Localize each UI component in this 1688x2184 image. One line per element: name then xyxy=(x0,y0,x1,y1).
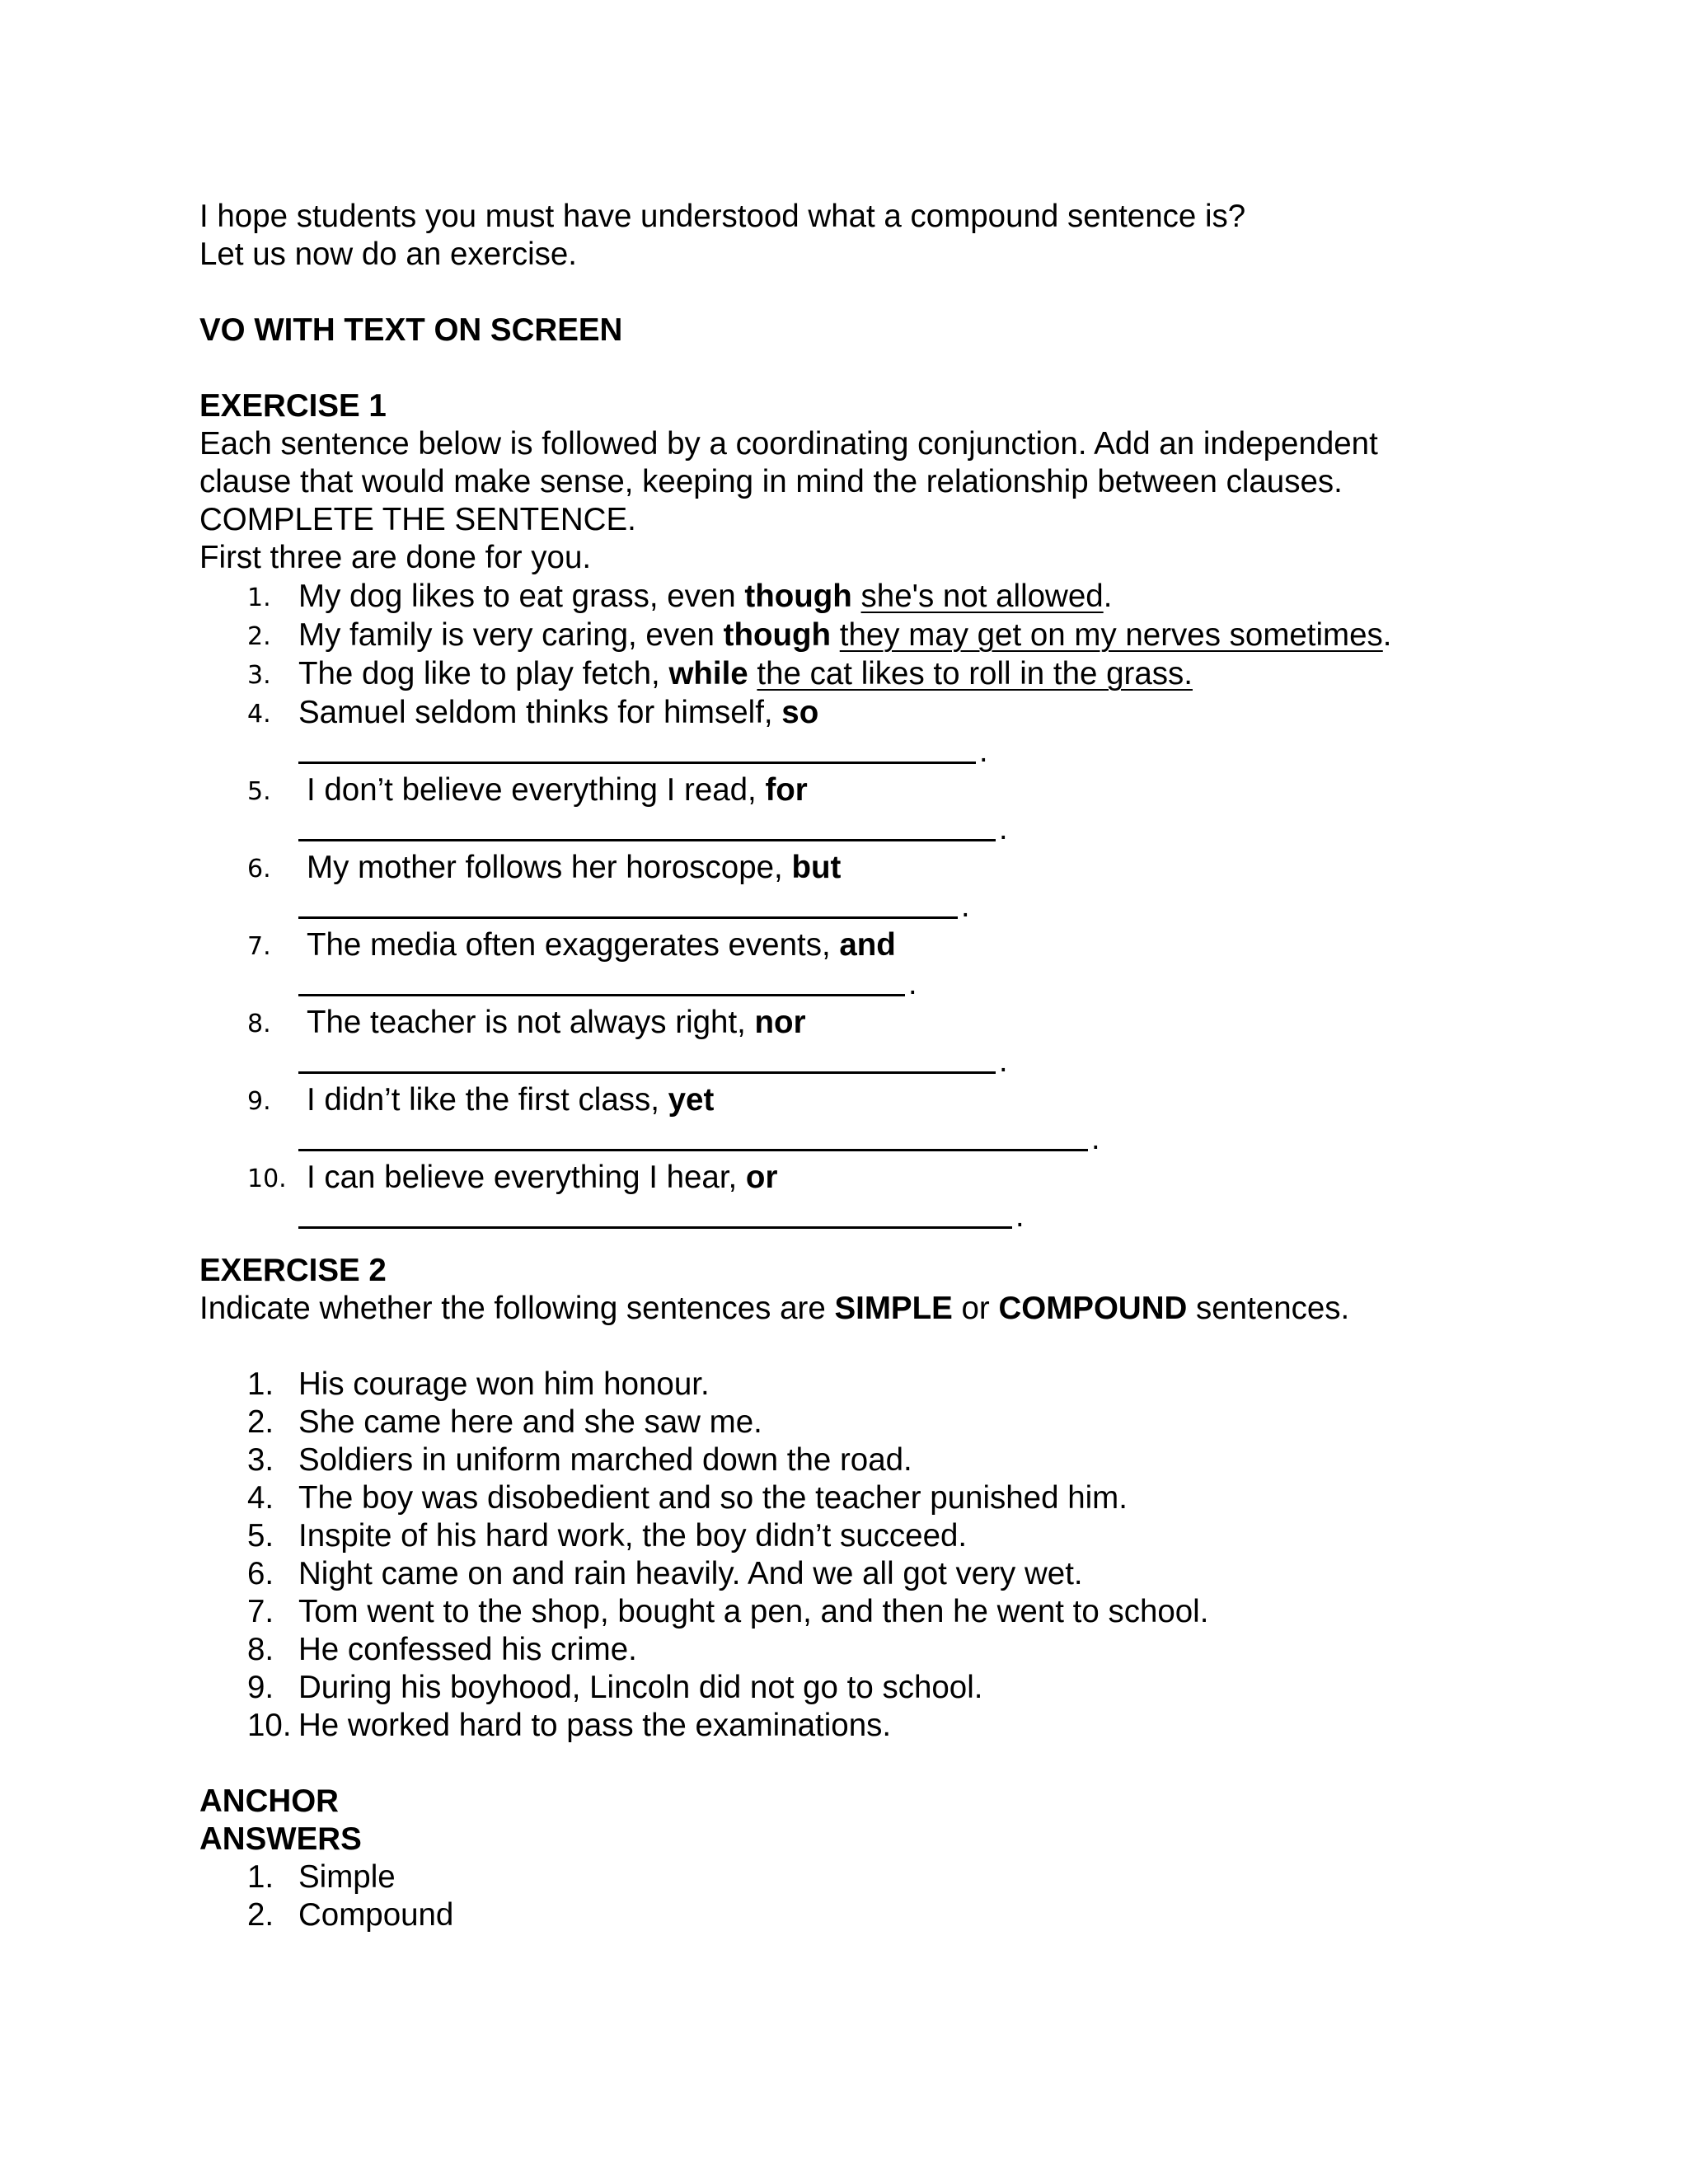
list-item: 5. Inspite of his hard work, the boy didn’t succeed. xyxy=(247,1518,968,1554)
sample-answer: they may get on my nerves sometimes xyxy=(839,617,1383,653)
exercise-1-instruction-4: First three are done for you. xyxy=(199,540,592,575)
conjunction: nor xyxy=(754,1005,806,1040)
exercise-2-heading: EXERCISE 2 xyxy=(199,1253,387,1288)
sample-answer: she's not allowed xyxy=(860,579,1104,614)
list-item: 5. I don’t believe everything I read, for . xyxy=(199,771,1485,848)
answers-heading: ANSWERS xyxy=(199,1821,362,1857)
document-body xyxy=(199,198,1485,1934)
list-item: 2. Compound xyxy=(247,1897,454,1933)
list-item: 3. The dog like to play fetch, while the cat likes to roll in the grass. xyxy=(199,654,1485,693)
list-item: 1. His courage won him honour. xyxy=(247,1366,710,1402)
exercise-1-instruction-2: clause that would make sense, keeping in mind the relationship between clauses. xyxy=(199,464,1343,499)
item-number: 2. xyxy=(247,622,271,651)
conjunction: though xyxy=(723,617,832,653)
item-number: 7. xyxy=(247,932,271,961)
answers-list xyxy=(199,1858,1485,1934)
list-item: 2. My family is very caring, even though they may get on my nerves sometimes. xyxy=(199,616,1485,654)
conjunction: or xyxy=(745,1160,778,1195)
intro-line-2: Let us now do an exercise. xyxy=(199,237,577,272)
answer-blank[interactable]: . xyxy=(298,964,1485,1003)
item-number: 10. xyxy=(247,1165,287,1193)
list-item: 2. She came here and she saw me. xyxy=(247,1404,762,1440)
answer-blank[interactable]: . xyxy=(298,809,1485,848)
list-item: 4. Samuel seldom thinks for himself, so . xyxy=(199,693,1485,771)
list-item: 1. My dog likes to eat grass, even though she's not allowed. xyxy=(199,577,1485,616)
exercise-1-heading: EXERCISE 1 xyxy=(199,388,387,424)
list-item: 9. During his boyhood, Lincoln did not go to school. xyxy=(247,1670,983,1705)
item-number: 5. xyxy=(247,777,271,806)
answer-blank[interactable]: . xyxy=(298,1042,1485,1080)
answer-blank[interactable]: . xyxy=(298,887,1485,926)
answer-blank[interactable]: . xyxy=(298,1119,1485,1158)
answer-blank[interactable]: . xyxy=(298,1197,1485,1235)
exercise-2-instruction: Indicate whether the following sentences are SIMPLE or COMPOUND sentences. xyxy=(199,1291,1350,1326)
conjunction: while xyxy=(668,656,748,691)
list-item: 10. He worked hard to pass the examinations. xyxy=(247,1708,892,1743)
list-item: 7. Tom went to the shop, bought a pen, and then he went to school. xyxy=(247,1594,1209,1629)
list-item: 10. I can believe everything I hear, or . xyxy=(199,1158,1485,1235)
item-number: 3. xyxy=(247,661,271,690)
intro-line-1: I hope students you must have understood what a compound sentence is? xyxy=(199,199,1246,234)
list-item: 1. Simple xyxy=(247,1859,396,1895)
list-item: 8. The teacher is not always right, nor . xyxy=(199,1003,1485,1080)
item-number: 4. xyxy=(247,700,271,729)
exercise-2-list xyxy=(199,1366,1485,1745)
exercise-1-instruction-3: COMPLETE THE SENTENCE. xyxy=(199,502,636,537)
anchor-heading: ANCHOR xyxy=(199,1783,339,1819)
conjunction: and xyxy=(839,927,896,963)
item-number: 8. xyxy=(247,1010,271,1038)
exercise-1-instruction-1: Each sentence below is followed by a coordinating conjunction. Add an independent xyxy=(199,426,1378,462)
item-number: 9. xyxy=(247,1087,271,1116)
conjunction: so xyxy=(781,695,819,730)
sample-answer: the cat likes to roll in the grass. xyxy=(757,656,1193,691)
list-item: 6. My mother follows her horoscope, but . xyxy=(199,848,1485,926)
conjunction: for xyxy=(765,772,808,808)
list-item: 6. Night came on and rain heavily. And we all got very wet. xyxy=(247,1556,1083,1591)
item-number: 1. xyxy=(247,583,271,612)
list-item: 9. I didn’t like the first class, yet . xyxy=(199,1080,1485,1158)
exercise-1-list xyxy=(199,577,1485,1235)
conjunction: yet xyxy=(668,1082,715,1118)
list-item: 3. Soldiers in uniform marched down the road. xyxy=(247,1442,912,1478)
list-item: 8. He confessed his crime. xyxy=(247,1632,637,1667)
answer-blank[interactable]: . xyxy=(298,732,1485,771)
conjunction: though xyxy=(744,579,852,614)
item-number: 6. xyxy=(247,855,271,883)
list-item: 4. The boy was disobedient and so the teacher punished him. xyxy=(247,1480,1128,1516)
list-item: 7. The media often exaggerates events, and . xyxy=(199,926,1485,1003)
conjunction: but xyxy=(791,850,842,885)
vo-heading: VO WITH TEXT ON SCREEN xyxy=(199,312,623,348)
